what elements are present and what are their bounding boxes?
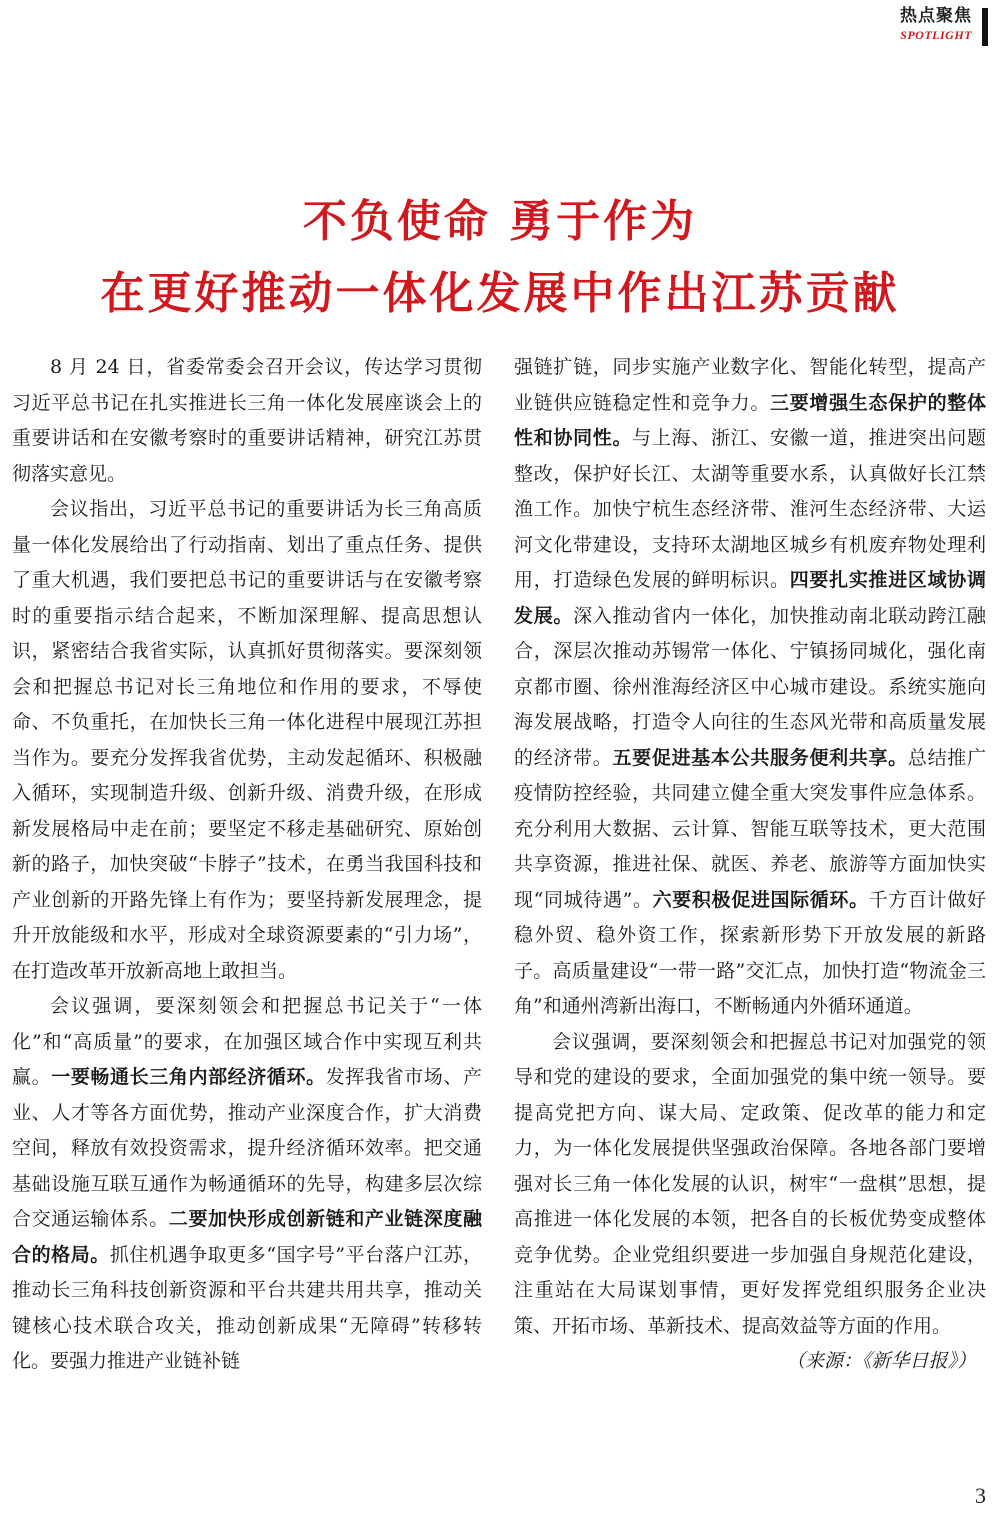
paragraph: 会议指出，习近平总书记的重要讲话为长三角高质量一体化发展给出了行动指南、划出了重点任务、提供了重大机遇，我们要把总书记的重要讲话与在安徽考察时的重要指示结合起来，不断加深理解、提高思想认识，紧密结合我省实际，认真抓好贯彻落实。要深刻领会和把握总书记对长三角地位和作用的要求，不辱使命、不负重托，在加快长三角一体化进程中展现江苏担当作为。要充分发挥我省优势，主动发起循环、积极融入循环，实现制造升级、创新升级、消费升级，在形成新发展格局中走在前；要坚定不移走基础研究、原始创新的路子，加快突破“卡脖子”技术，在勇当我国科技和产业创新的开路先锋上有作为；要坚持新发展理念，提升开放能级和水平，形成对全球资源要素的“引力场”，在打造改革开放新高地上敢担当。 <box>12 498 482 982</box>
paragraph-text: 千方百计做好稳外贸、稳外资工作，探索新形势下开放发展的新路子。高质量建设“一带一路”交汇点，加快打造“物流金三角”和通州湾新出海口，不断畅通内外循环通道。 <box>514 888 986 1017</box>
highlight-point-3: 三要增强生态保护的整体性和协同性。 <box>514 391 986 449</box>
paragraph-text: 会议强调，要深刻领会和把握总书记对加强党的领导和党的建设的要求，全面加强党的集中统一领导。要提高党把方向、谋大局、定政策、促改革的能力和定力，为一体化发展提供坚强政治保障。各地各部门要增强对长三角一体化发展的认识，树牢“一盘棋”思想，提高推进一体化发展的本领，把各自的长板优势变成整体竞争优势。企业党组织要进一步加强自身规范化建设，注重站在大局谋划事情，更好发挥党组织服务企业决策、开拓市场、革新技术、提高效益等方面的作用。 <box>514 1030 986 1337</box>
section-name-english: SPOTLIGHT <box>900 28 972 42</box>
paragraph: 8 月 24 日，省委常委会召开会议，传达学习贯彻习近平总书记在扎实推进长三角一体化发展座谈会上的重要讲话和在安徽考察时的重要讲话精神，研究江苏贯彻落实意见。 <box>12 356 482 485</box>
paragraph-text: 会议强调，要深刻领会和把握总书记关于“一体化”和“高质量”的要求，在加强区域合作中实现互利共赢。 <box>12 995 482 1088</box>
title-line-2: 在更好推动一体化发展中作出江苏贡献 <box>100 268 900 319</box>
section-tag <box>900 8 972 41</box>
paragraph-text: 发挥我省市场、产业、人才等各方面优势，推动产业深度合作，扩大消费空间，释放有效投资需求，提升经济循环效率。把交通基础设施互联互通作为畅通循环的先导，构建多层次综合交通运输体系。 <box>12 1066 482 1230</box>
paragraph-text: 深入推动省内一体化，加快推动南北联动跨江融合，深层次推动苏锡常一体化、宁镇扬同城化，强化南京都市圈、徐州淮海经济区中心城市建设。系统实施向海发展战略，打造令人向往的生态风光带和高质量发展的经济带。 <box>514 604 986 769</box>
paragraph <box>12 989 482 1380</box>
section-name: 热点聚焦 <box>900 6 972 26</box>
highlight-point-1: 一要畅通长三角内部经济循环。 <box>51 1066 326 1088</box>
paragraph-text: 与上海、浙江、安徽一道，推进突出问题整改，保护好长江、太湖等重要水系，认真做好长江禁渔工作。加快宁杭生态经济带、淮河生态经济带、大运河文化带建设，支持环太湖地区城乡有机废弃物处理利用，打造绿色发展的鲜明标识。 <box>514 427 986 591</box>
section-bar <box>982 8 988 46</box>
paragraph-continued <box>514 350 986 1025</box>
source-credit: （来源：《新华日报》） <box>785 1350 976 1372</box>
left-column <box>12 350 482 1380</box>
highlight-point-6: 六要积极促进国际循环。 <box>652 888 869 911</box>
paragraph-text: 总结推广疫情防控经验，共同建立健全重大突发事件应急体系。充分利用大数据、云计算、智能互联等技术，更大范围共享资源，推进社保、就医、养老、旅游等方面加快实现“同城待遇”。 <box>514 746 986 911</box>
paragraph <box>514 1025 986 1372</box>
right-column <box>514 350 986 1380</box>
paragraph-text: 强链扩链，同步实施产业数字化、智能化转型，提高产业链供应链稳定性和竞争力。 <box>514 356 986 414</box>
title-line-1: 不负使命 勇于作为 <box>302 196 698 247</box>
paragraph-text: 抓住机遇争取更多“国字号”平台落户江苏，推动长三角科技创新资源和平台共建共用共享，推动关键核心技术联合攻关，推动创新成果“无障碍”转移转化。要强力推进产业链补链 <box>12 1243 482 1372</box>
highlight-point-4: 四要扎实推进区域协调发展。 <box>514 569 986 627</box>
highlight-point-5: 五要促进基本公共服务便利共享。 <box>612 746 908 769</box>
page-number: 3 <box>975 1483 986 1508</box>
highlight-point-2: 二要加快形成创新链和产业链深度融合的格局。 <box>12 1208 482 1266</box>
article-title <box>0 186 1000 330</box>
